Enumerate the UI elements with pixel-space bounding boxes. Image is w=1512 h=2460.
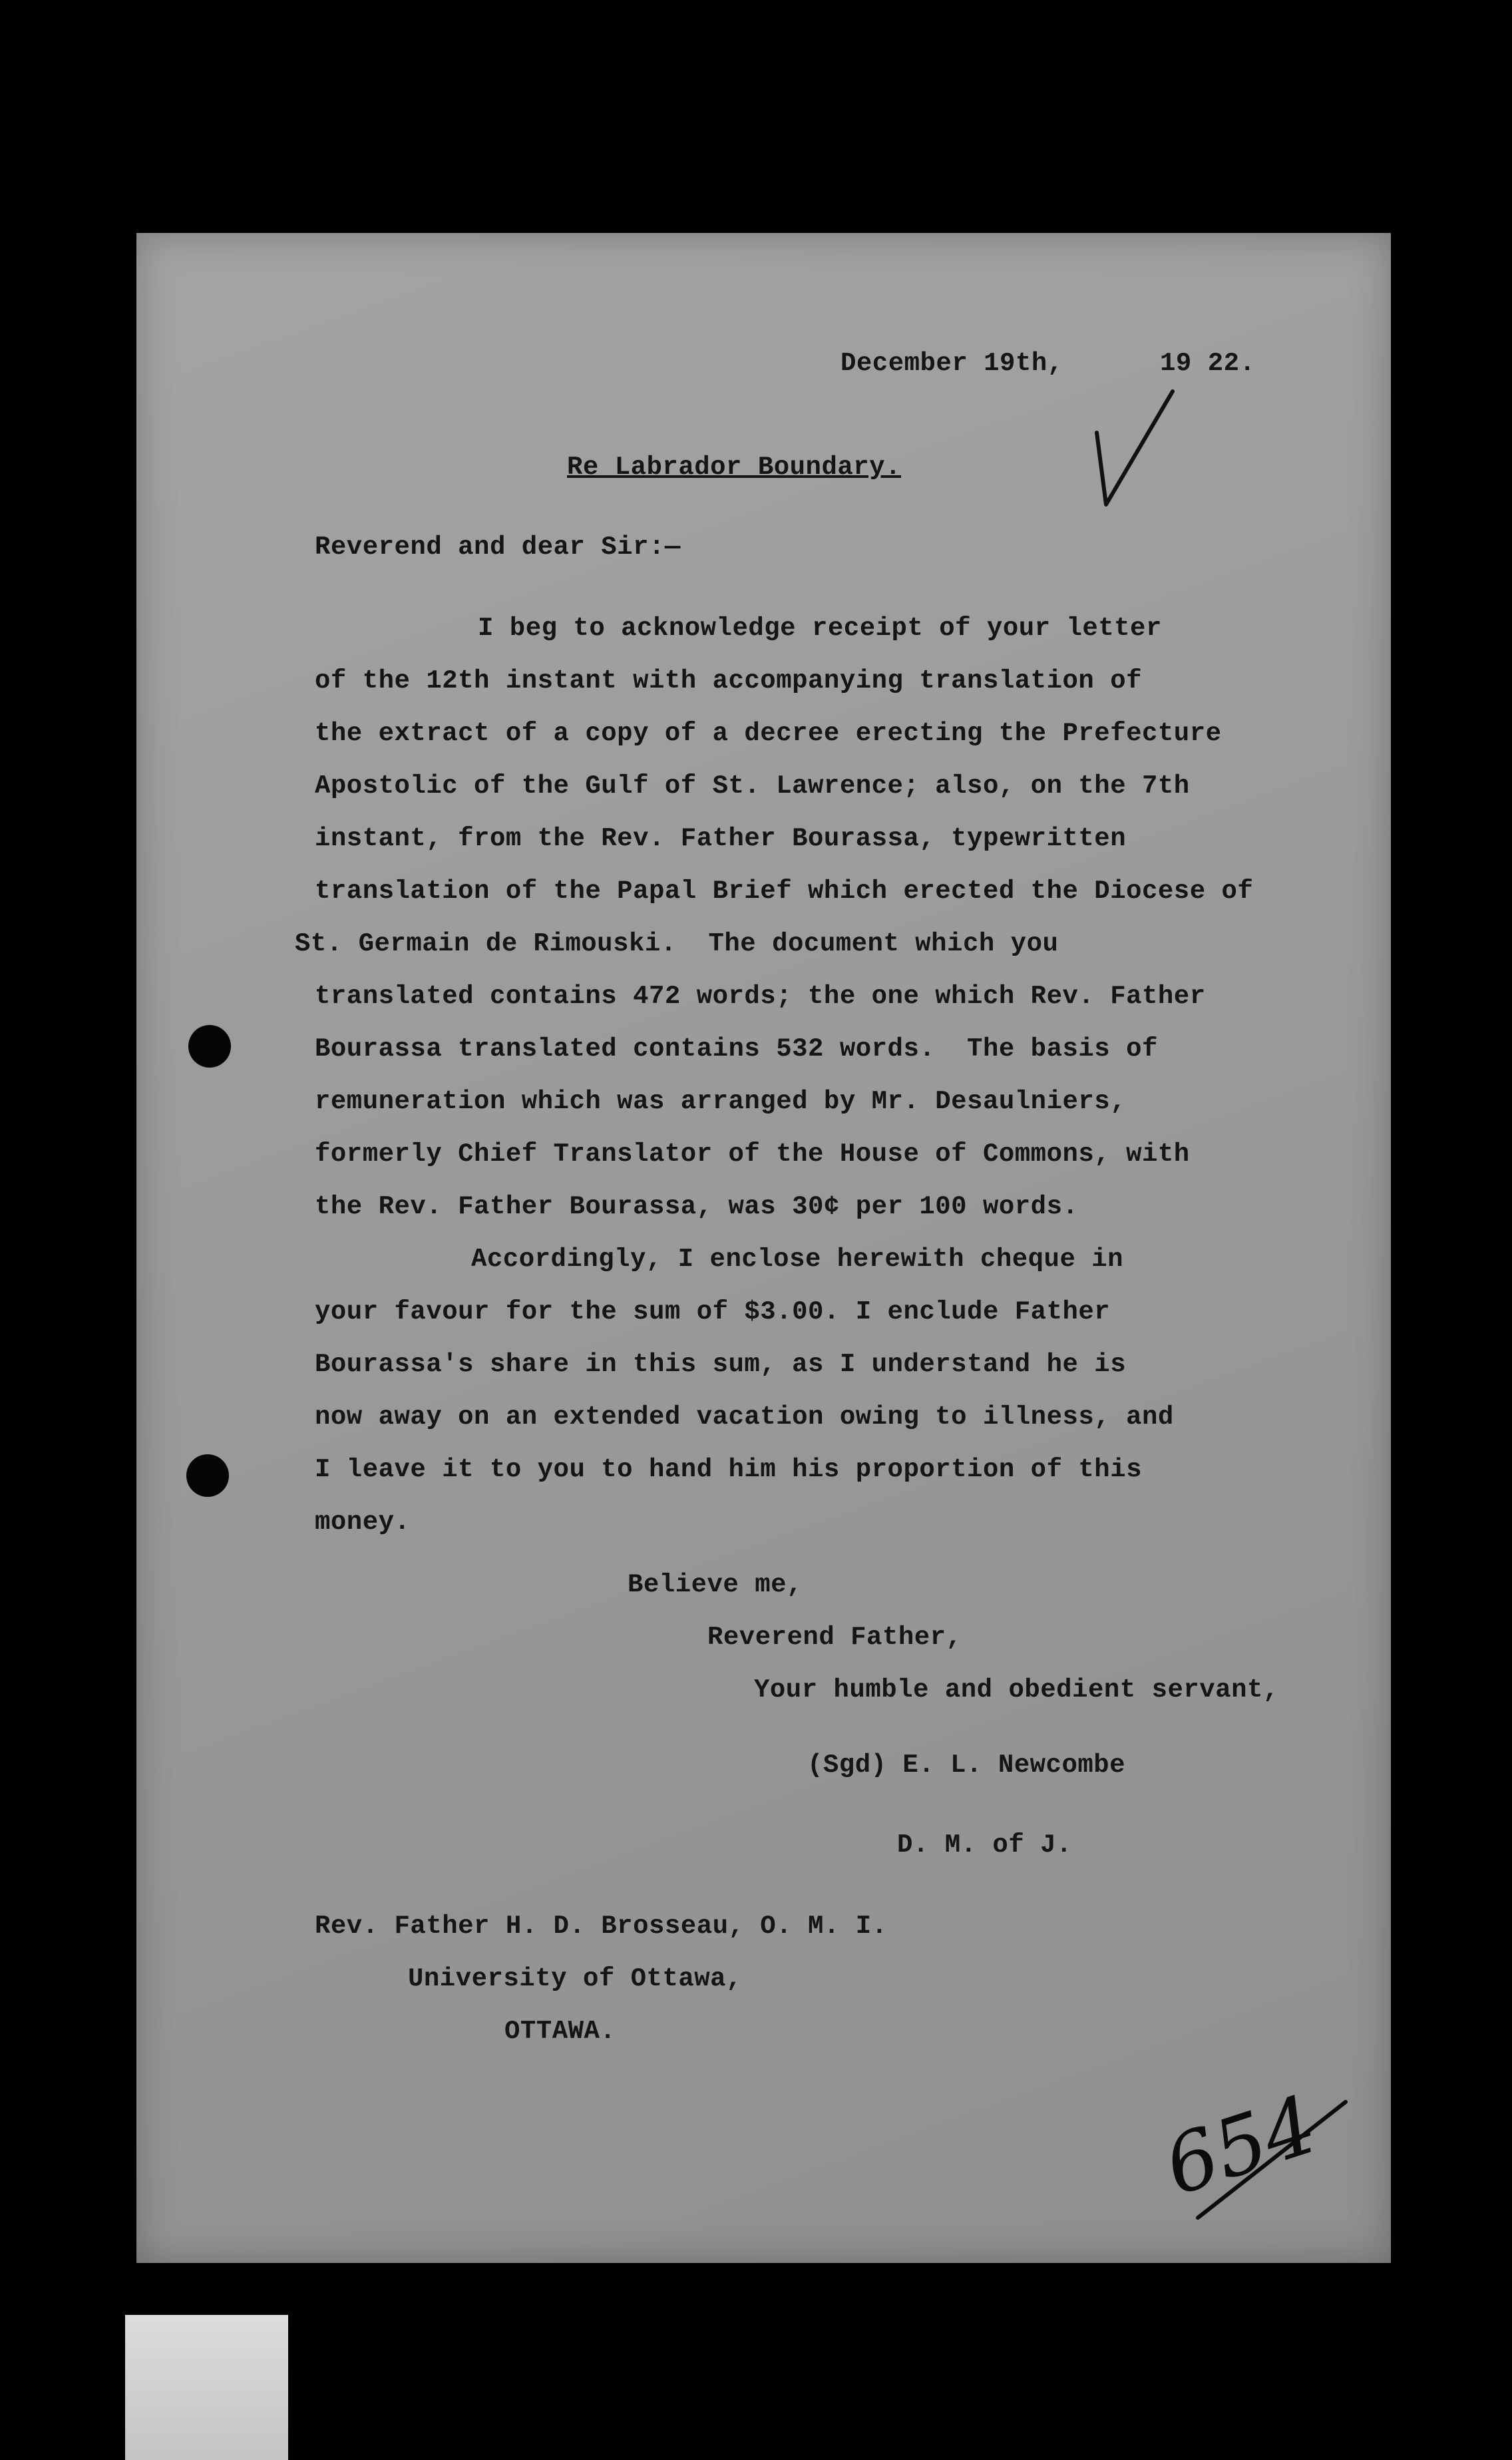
addressee-line: OTTAWA. bbox=[504, 2017, 616, 2046]
body-line: translated contains 472 words; the one which Rev. Father bbox=[315, 982, 1206, 1011]
addressee-line: University of Ottawa, bbox=[408, 1964, 742, 1993]
body-line: I beg to acknowledge receipt of your letter bbox=[478, 614, 1162, 643]
body-line: now away on an extended vacation owing to illness, and bbox=[315, 1402, 1174, 1432]
body-line: Apostolic of the Gulf of St. Lawrence; also, on the 7th bbox=[315, 771, 1190, 801]
body-line: money. bbox=[315, 1508, 411, 1537]
body-line: remuneration which was arranged by Mr. Desaulniers, bbox=[315, 1087, 1127, 1116]
signature: (Sgd) E. L. Newcombe bbox=[807, 1750, 1126, 1780]
check-mark-icon bbox=[1091, 386, 1178, 512]
body-line: Accordingly, I enclose herewith cheque in bbox=[471, 1245, 1124, 1274]
body-line: of the 12th instant with accompanying translation of bbox=[315, 666, 1142, 696]
closing-line: Reverend Father, bbox=[707, 1623, 962, 1652]
body-line: St. Germain de Rimouski. The document which you bbox=[295, 929, 1059, 958]
letter-date: December 19th, bbox=[841, 349, 1063, 378]
punch-hole-upper bbox=[188, 1025, 231, 1068]
letter-subject: Re Labrador Boundary. bbox=[567, 453, 901, 482]
body-line: instant, from the Rev. Father Bourassa, typewritten bbox=[315, 824, 1127, 853]
body-line: the Rev. Father Bourassa, was 30¢ per 100 words. bbox=[315, 1192, 1079, 1221]
body-line: I leave it to you to hand him his proportion of this bbox=[315, 1455, 1142, 1484]
letter-year: 19 22. bbox=[1160, 349, 1256, 378]
body-line: Bourassa translated contains 532 words. The basis of bbox=[315, 1034, 1158, 1064]
body-line: Bourassa's share in this sum, as I understand he is bbox=[315, 1350, 1127, 1379]
body-line: formerly Chief Translator of the House of Commons, with bbox=[315, 1139, 1190, 1169]
addressee-line: Rev. Father H. D. Brosseau, O. M. I. bbox=[315, 1912, 888, 1941]
folio-underline-stroke bbox=[1191, 2097, 1351, 2223]
archival-tab bbox=[125, 2315, 288, 2460]
closing-line: Your humble and obedient servant, bbox=[754, 1675, 1279, 1705]
punch-hole-lower bbox=[186, 1454, 229, 1497]
closing-line: Believe me, bbox=[628, 1570, 803, 1599]
body-line: your favour for the sum of $3.00. I enclude Father bbox=[315, 1297, 1111, 1327]
signer-title: D. M. of J. bbox=[897, 1830, 1072, 1860]
body-line: translation of the Papal Brief which erected the Diocese of bbox=[315, 877, 1254, 906]
salutation: Reverend and dear Sir:— bbox=[315, 532, 681, 562]
folio-number: 654 bbox=[1154, 2079, 1328, 2214]
body-line: the extract of a copy of a decree erecting the Prefecture bbox=[315, 719, 1222, 748]
